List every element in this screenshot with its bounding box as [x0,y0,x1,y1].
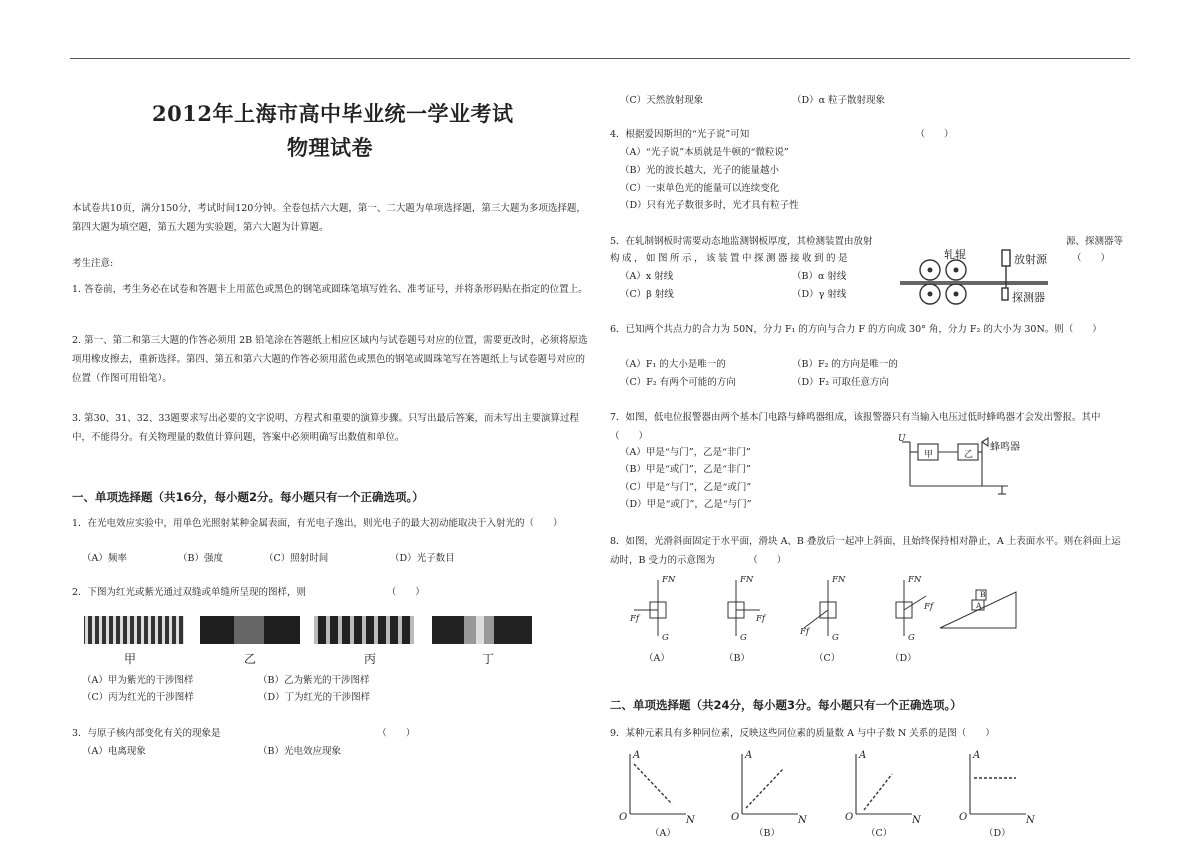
q9-axis-b-x: N [798,815,807,826]
fringe-bing [314,616,414,644]
exam-subtitle: 物理试卷 [287,135,373,160]
q9-origin-c: O [845,812,854,823]
intro-summary: 本试卷共10页，满分150分，考试时间120分钟。全卷包括六大题，第一、二大题为单项选择题，第三大题为多项选择题，第四大题为填空题，第五大题为实验题，第六大题为计算题。 [72,203,586,233]
q8-ff-b: Ff [756,614,766,624]
q5-bracket: （ ） [1072,253,1111,264]
q9-caption-b: （B） [754,828,780,839]
q8-slope-label-b: B [980,590,986,599]
q7-option-d: （D）甲是“或门”，乙是“与门” [620,499,752,510]
q5-label-roller: 轧辊 [944,248,966,261]
q1-option-c: （C）照射时间 [264,553,329,564]
q9-origin-b: O [731,812,740,823]
q8-caption-d: （D） [890,653,917,664]
q8-ff-a: Ff [630,614,640,624]
q7-circuit-figure [898,434,1048,498]
q1-option-a: （A）频率 [82,553,127,564]
q6-option-a: （A）F₁ 的大小是唯一的 [620,359,726,370]
graph-c-line [864,774,892,810]
fringe-jia [84,616,184,644]
q8-caption-a: （A） [644,653,670,664]
q6-stem: 6．已知两个共点力的合力为 50N，分力 F₁ 的方向与合力 F 的方向成 30° 角，分力 F₂ 的大小为 30N。则（ ） [610,324,1102,335]
q8-g-a: G [662,633,669,643]
section1-heading: 一、单项选择题（共16分，每小题2分。每小题只有一个正确选项。） [72,490,424,504]
q6-option-d: （D）F₂ 可取任意方向 [792,377,890,388]
q8-g-c: G [832,633,839,643]
q7-option-b: （B）甲是“或门”，乙是“非门” [620,464,751,475]
source-box [1002,250,1010,266]
notice-title: 考生注意: [72,258,114,269]
q1-stem: 1．在光电效应实验中，用单色光照射某种金属表面，有光电子逸出，则光电子的最大初动能取决于入射光的（ ） [72,518,563,529]
graph-b-line [746,768,784,808]
q4-option-c: （C）一束单色光的能量可以连续变化 [620,183,780,194]
q8-slope-label-a: A [976,601,982,610]
q9-axis-a-y: A [633,750,641,761]
q9-origin-a: O [619,812,628,823]
notice-1: 1. 答卷前，考生务必在试卷和答题卡上用蓝色或黑色的钢笔或圆珠笔填写姓名、准考证号，并将条形码贴在指定的位置上。 [72,284,588,295]
q5-option-d: （D）γ 射线 [792,289,847,300]
q6-option-b: （B）F₂ 的方向是唯一的 [792,359,898,370]
notice-2: 2. 第一、第二和第三大题的作答必须用 2B 铅笔涂在答题纸上相应区域内与试卷题号对应的位置，需要更改时，必须将原选项用橡皮擦去，重新选择。第四、第五和第六大题的作答必须用蓝色或黑色的钢笔或圆珠笔写在答题纸上与试卷题号对应的位置（作图可用铅笔）。 [72,335,588,384]
q5-option-c: （C）β 射线 [620,289,674,300]
q9-axis-b-y: A [745,750,753,761]
q6-option-c: （C）F₂ 有两个可能的方向 [620,377,736,388]
q7-label-jia: 甲 [924,450,934,460]
q9-caption-a: （A） [650,828,676,839]
q8-fn-d: FN [908,575,922,585]
q9-axis-d-x: N [1026,815,1035,826]
q9-caption-c: （C） [866,828,893,839]
q2-label-bing: 丙 [364,652,377,666]
q9-axis-d-y: A [973,750,981,761]
q2-option-d: （D）丁为红光的干涉图样 [258,692,371,703]
q7-label-yi: 乙 [964,450,974,460]
q8-fn-c: FN [832,575,846,585]
q2-stem: 2．下图为红光或紫光通过双缝或单缝所呈现的图样，则 （ ） [72,587,425,598]
q7-option-c: （C）甲是“与门”，乙是“或门” [620,482,752,493]
detector-box [1002,288,1008,300]
q8-force-figure [620,572,1030,648]
exam-title: 2012年上海市高中毕业统一学业考试 [152,101,514,126]
q4-option-a: （A）“光子说”本质就是牛顿的“微粒说” [620,147,789,158]
q8-stem: 8．如图，光滑斜面固定于水平面，滑块 A、B 叠放后一起冲上斜面，且始终保持相对静止，A 上表面水平。则在斜面上运动时，B 受力的示意图为 （ ） [610,536,1121,566]
section2-heading: 二、单项选择题（共24分，每小题3分。每小题只有一个正确选项。） [610,698,962,712]
q5-stem-a: 5．在轧制钢板时需要动态地监测钢板厚度，其检测装置由放射 [610,236,873,247]
q7-option-a: （A）甲是“与门”，乙是“非门” [620,447,751,458]
q9-origin-d: O [959,812,968,823]
q5-option-b: （B）α 射线 [792,271,847,282]
q3-option-b: （B）光电效应现象 [258,746,341,757]
q8-g-b: G [740,633,747,643]
q2-option-c: （C）丙为红光的干涉图样 [82,692,194,703]
q5-option-a: （A）x 射线 [620,271,674,282]
q8-ff-c: Ff [800,627,810,637]
q5-stem-b: 源、探测器等 [1066,236,1124,247]
q3-option-d: （D）α 粒子散射现象 [792,95,886,106]
q4-option-b: （B）光的波长越大，光子的能量越小 [620,165,779,176]
q7-stem: 7．如图，低电位报警器由两个基本门电路与蜂鸣器组成，该报警器只有当输入电压过低时蜂鸣器才会发出警报。其中（ ） [610,412,1101,442]
q2-option-b: （B）乙为紫光的干涉图样 [258,675,370,686]
top-rule [70,58,1130,59]
graph-a-line [634,764,672,804]
q3-stem: 3．与原子核内部变化有关的现象是 （ ） [72,728,416,739]
q5-label-detector: 探测器 [1012,291,1045,304]
q1-option-b: （B）强度 [178,553,223,564]
q9-stem: 9．某种元素具有多种同位素，反映这些同位素的质量数 A 与中子数 N 关系的是图（ ） [610,728,995,739]
q9-axis-c-y: A [859,750,867,761]
q9-axis-a-x: N [686,815,695,826]
q2-label-ding: 丁 [482,652,495,666]
q8-fn-a: FN [662,575,676,585]
q2-label-yi: 乙 [244,652,257,666]
q3-option-a: （A）电离现象 [82,746,146,757]
q8-ff-d: Ff [924,602,934,612]
q8-g-d: G [908,633,915,643]
q4-stem: 4．根据爱因斯坦的“光子说”可知 （ ） [610,129,954,140]
q2-label-jia: 甲 [124,652,137,666]
q2-option-a: （A）甲为紫光的干涉图样 [82,675,194,686]
q1-option-d: （D）光子数目 [390,553,455,564]
q9-axis-c-x: N [912,815,921,826]
q4-option-d: （D）只有光子数很多时，光才具有粒子性 [620,200,799,211]
q3-option-c: （C）天然放射现象 [620,95,704,106]
q7-label-u: U [898,434,906,444]
q9-caption-d: （D） [984,828,1011,839]
q8-caption-c: （C） [814,653,841,664]
q7-label-buzzer: 蜂鸣器 [990,442,1020,453]
q5-stem-c: 构成，如图所示，该装置中探测器接收到的是 [610,253,851,264]
q5-label-source: 放射源 [1014,253,1047,266]
q8-fn-b: FN [740,575,754,585]
q8-caption-b: （B） [724,653,750,664]
notice-3: 3. 第30、31、32、33题要求写出必要的文字说明、方程式和重要的演算步骤。只写出最后答案，而未写出主要演算过程中，不能得分。有关物理量的数值计算问题，答案中必须明确写出数值和单位。 [72,413,579,443]
